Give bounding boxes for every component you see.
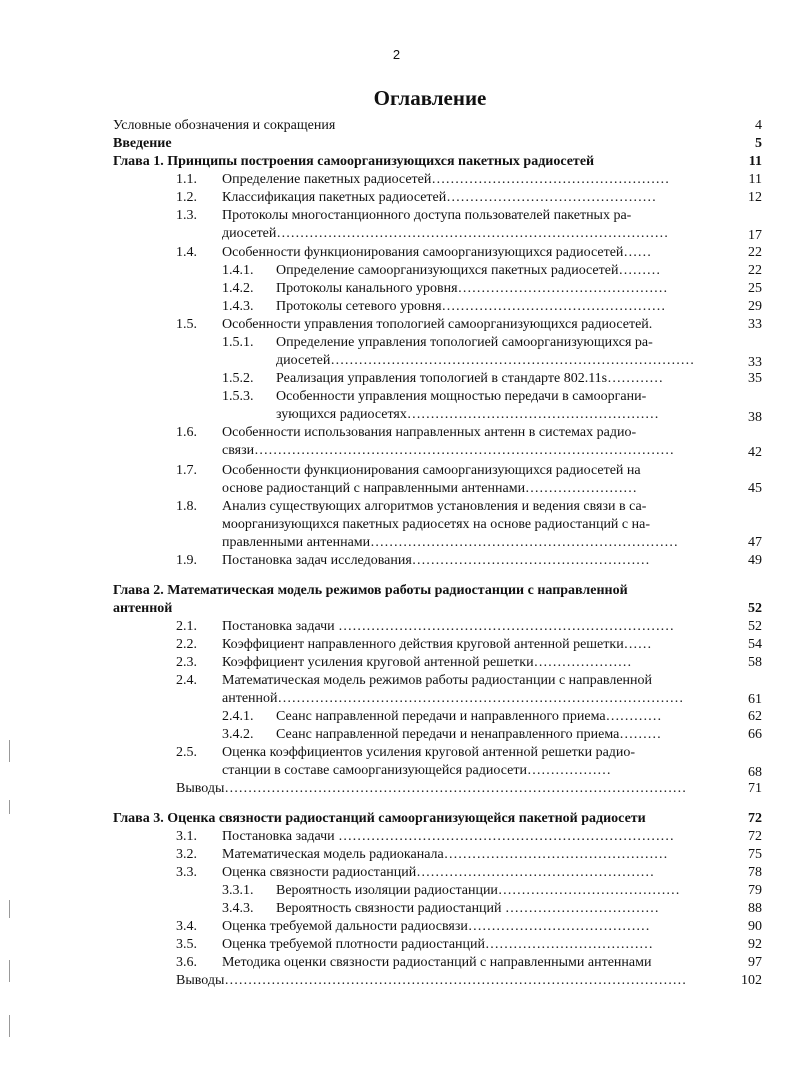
toc-entry-page: 71 [748,781,762,796]
toc-entry-text: Глава 3. Оценка связности радиостанций самоорганизующейся пакетной радиосети [113,811,646,826]
toc-entry-text: Определение управления топологией самоорганизующихся ра- [276,335,653,350]
toc-entry-text: Оценка связности радиостанций…………………………………………… [222,865,655,880]
toc-entry-number: 2.3. [176,655,197,670]
toc-entry-page: 66 [748,727,762,742]
toc-entry-text: Оценка коэффициентов усиления круговой антенной решетки радио- [222,745,636,760]
toc-entry-text: Постановка задачи ……………………………………………………………… [222,829,675,844]
toc-entry-page: 47 [748,535,762,550]
toc-entry-text: диосетей………………………………………………………………………… [222,226,669,241]
toc-entry-page: 49 [748,553,762,568]
toc-entry-text: Постановка задач исследования…………………………………………… [222,553,650,568]
toc-entry-page: 42 [748,445,762,460]
toc-entry-number: 3.1. [176,829,197,844]
toc-entry-page: 38 [748,410,762,425]
toc-entry-number: 1.2. [176,190,197,205]
toc-entry-number: 1.5.3. [222,389,254,404]
toc-entry-text: Классификация пакетных радиосетей……………………………………… [222,190,657,205]
toc-entry-number: 1.5. [176,317,197,332]
toc-entry-text: Определение самоорганизующихся пакетных радиосетей……… [276,263,661,278]
toc-entry-text: связи……………………………………………………………………………… [222,443,675,458]
toc-entry-number: 3.3.1. [222,883,254,898]
toc-entry-text: Особенности функционирования самоорганизующихся радиосетей…… [222,245,652,260]
toc-entry-text: правленными антеннами………………………………………………………… [222,535,679,550]
toc-entry-number: 1.4.1. [222,263,254,278]
toc-entry-number: 1.4.3. [222,299,254,314]
toc-entry-number: 1.4. [176,245,197,260]
toc-entry-page: 62 [748,709,762,724]
toc-entry-text: Коэффициент усиления круговой антенной решетки………………… [222,655,632,670]
toc-entry-text: Глава 2. Математическая модель режимов работы радиостанции с направленной [113,583,628,598]
toc-entry-page: 72 [748,829,762,844]
toc-entry-page: 75 [748,847,762,862]
toc-entry-page: 4 [755,118,762,133]
scan-mark [9,900,10,918]
toc-entry-page: 33 [748,317,762,332]
toc-entry-page: 97 [748,955,762,970]
toc-entry-text: Протоколы канального уровня……………………………………… [276,281,668,296]
toc-entry-text: Протоколы сетевого уровня………………………………………… [276,299,666,314]
toc-entry-text: Сеанс направленной передачи и ненаправленного приема……… [276,727,662,742]
toc-entry-page: 12 [748,190,762,205]
toc-entry-page: 22 [748,245,762,260]
toc-entry-text: моорганизующихся пакетных радиосетях на основе радиостанций с на- [222,517,651,532]
toc-entry-text: Реализация управления топологией в стандарте 802.11s………… [276,371,664,386]
toc-entry-page: 17 [748,228,762,243]
toc-entry-number: 1.5.2. [222,371,254,386]
page-number: 2 [392,47,401,62]
toc-entry-page: 68 [748,765,762,780]
toc-entry-page: 25 [748,281,762,296]
toc-entry-text: Оценка требуемой плотности радиостанций……………………………… [222,937,654,952]
toc-entry-text: Особенности управления топологией самоорганизующихся радиосетей. [222,317,653,332]
toc-entry-text: зующихся радиосетях……………………………………………… [276,407,659,422]
toc-entry-text: Сеанс направленной передачи и направленного приема………… [276,709,662,724]
toc-entry-text: антенной…………………………………………………………………………… [222,691,684,706]
toc-entry-page: 92 [748,937,762,952]
scan-mark [9,800,10,814]
toc-entry-text: Введение [113,136,172,151]
scan-mark [9,960,10,982]
toc-entry-text: Выводы……………………………………………………………………………………… [176,781,687,796]
toc-entry-text: станции в составе самоорганизующейся радиосети……………… [222,763,611,778]
toc-entry-text: Глава 1. Принципы построения самоорганизующихся пакетных радиосетей [113,154,595,169]
toc-entry-text: Оценка требуемой дальности радиосвязи………………………………… [222,919,650,934]
toc-entry-number: 2.1. [176,619,197,634]
scan-mark [9,1015,10,1037]
toc-entry-page: 29 [748,299,762,314]
toc-entry-number: 1.3. [176,208,197,223]
toc-entry-text: Анализ существующих алгоритмов установления и ведения связи в са- [222,499,647,514]
toc-entry-page: 61 [748,692,762,707]
toc-entry-text: Протоколы многостанционного доступа пользователей пакетных ра- [222,208,632,223]
toc-entry-text: Особенности управления мощностью передачи в самооргани- [276,389,647,404]
toc-entry-number: 3.4. [176,919,197,934]
toc-entry-text: диосетей…………………………………………………………………… [276,353,695,368]
toc-entry-number: 2.4. [176,673,197,688]
toc-entry-text: Вероятность связности радиостанций …………………………… [276,901,660,916]
toc-entry-page: 33 [748,355,762,370]
toc-entry-text: Определение пакетных радиосетей…………………………………………… [222,172,670,187]
toc-entry-text: Постановка задачи ……………………………………………………………… [222,619,675,634]
toc-entry-page: 88 [748,901,762,916]
toc-entry-text: Коэффициент направленного действия круговой антенной решетки…… [222,637,652,652]
toc-entry-text: Математическая модель режимов работы радиостанции с направленной [222,673,653,688]
toc-entry-page: 78 [748,865,762,880]
toc-entry-number: 3.5. [176,937,197,952]
toc-entry-number: 1.4.2. [222,281,254,296]
toc-entry-number: 3.4.2. [222,727,254,742]
toc-entry-number: 1.5.1. [222,335,254,350]
toc-entry-page: 45 [748,481,762,496]
toc-entry-page: 52 [748,619,762,634]
toc-entry-number: 3.4.3. [222,901,254,916]
toc-entry-page: 58 [748,655,762,670]
page-title: Оглавление [373,86,487,110]
toc-entry-number: 2.5. [176,745,197,760]
toc-entry-number: 1.9. [176,553,197,568]
toc-entry-text: Вероятность изоляции радиостанции………………………………… [276,883,680,898]
toc-entry-number: 1.7. [176,463,197,478]
toc-entry-text: Особенности использования направленных антенн в системах радио- [222,425,637,440]
toc-entry-number: 3.3. [176,865,197,880]
toc-entry-page: 22 [748,263,762,278]
toc-entry-number: 1.1. [176,172,197,187]
toc-entry-number: 2.4.1. [222,709,254,724]
toc-entry-text: Методика оценки связности радиостанций с направленными антеннами [222,955,652,970]
toc-entry-text: основе радиостанций с направленными антеннами…………………… [222,481,638,496]
toc-entry-number: 1.6. [176,425,197,440]
toc-entry-text: Выводы……………………………………………………………………………………… [176,973,687,988]
toc-entry-number: 1.8. [176,499,197,514]
toc-entry-text: антенной [113,601,173,616]
toc-entry-page: 102 [741,973,762,988]
scan-mark [9,740,10,762]
toc-entry-page: 72 [748,811,762,826]
toc-entry-page: 52 [748,601,762,616]
toc-entry-number: 3.2. [176,847,197,862]
toc-entry-page: 90 [748,919,762,934]
toc-entry-page: 11 [748,154,762,169]
toc-entry-text: Условные обозначения и сокращения [113,118,336,133]
toc-entry-number: 3.6. [176,955,197,970]
toc-entry-page: 11 [748,172,762,187]
toc-entry-page: 5 [755,136,762,151]
toc-entry-number: 2.2. [176,637,197,652]
toc-entry-page: 79 [748,883,762,898]
toc-entry-text: Математическая модель радиоканала………………………………………… [222,847,668,862]
toc-entry-text: Особенности функционирования самоорганизующихся радиосетей на [222,463,641,478]
toc-entry-page: 35 [748,371,762,386]
toc-entry-page: 54 [748,637,762,652]
